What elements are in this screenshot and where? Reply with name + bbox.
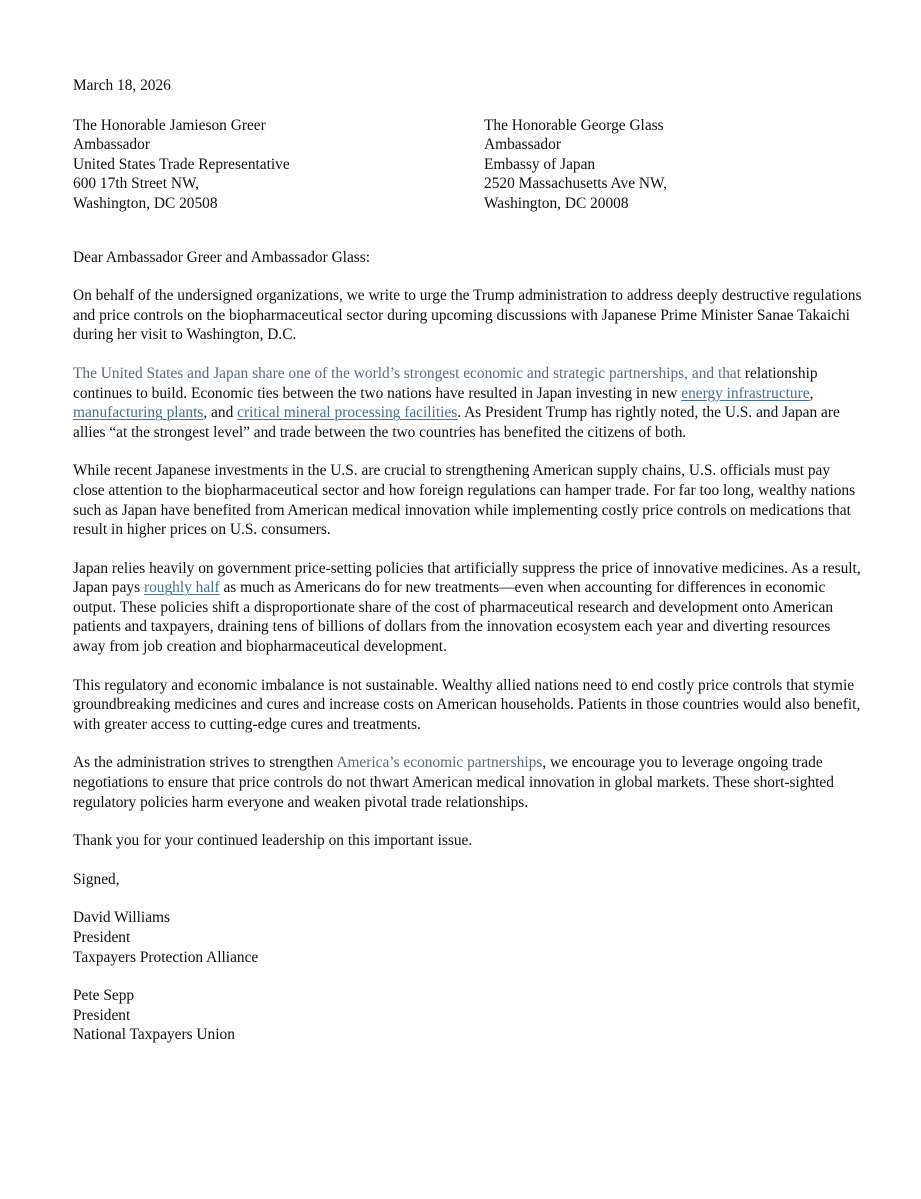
energy-infrastructure-link[interactable]: energy infrastructure	[681, 384, 810, 402]
paragraph-request-text: As the administration strives to strengthen	[73, 754, 337, 772]
critical-mineral-facilities-link[interactable]: critical mineral processing facilities	[237, 404, 458, 422]
paragraph-price-setting	[73, 559, 863, 657]
paragraph-request	[73, 753, 863, 812]
signatory-name: Pete Sepp	[73, 987, 135, 1005]
paragraph-partnership-lead: The United States and Japan share one of the world’s strongest economic and strategic partnerships, and that	[73, 364, 742, 382]
recipient-street: 600 17th Street NW,	[73, 175, 199, 193]
recipient-name: The Honorable George Glass	[484, 116, 664, 134]
letter-date: March 18, 2026	[73, 77, 171, 94]
paragraph-supply-chains: While recent Japanese investments in the U.S. are crucial to strengthening American supply chains, U.S. officials must pay close attention to the biopharmaceutical sector and how foreign regulations can hamper trade. For far too long, wealthy nations such as Japan have benefited from American medical innovation while implementing costly price controls on medications that result in higher prices on U.S. consumers.	[73, 462, 856, 539]
signatory-block	[73, 908, 863, 967]
paragraph-partnership-tail: . As President Trump has rightly noted, the U.S. and Japan are allies “at the strongest level” and trade between the two countries has benefited the citizens of both.	[73, 404, 840, 441]
letter-page	[73, 76, 863, 1064]
recipient-city: Washington, DC 20008	[484, 194, 629, 212]
paragraph-imbalance: This regulatory and economic imbalance is not sustainable. Wealthy allied nations need to end costly price controls that stymie groundbreaking medicines and cures and increase costs on American households. Patients in those countries would also benefit, with greater access to cutting-edge cures and treatments.	[73, 676, 861, 733]
paragraph-intro: On behalf of the undersigned organizations, we write to urge the Trump administration to address deeply destructive regulations and price controls on the biopharmaceutical sector during upcoming discussions with Japanese Prime Minister Sanae Takaichi during her visit to Washington, D.C.	[73, 287, 862, 344]
recipient-title: Ambassador	[73, 136, 150, 154]
paragraph-partnership	[73, 364, 863, 442]
signatory-name: David Williams	[73, 909, 170, 927]
recipient-address-ustr	[73, 116, 484, 214]
signatory-title: President	[73, 929, 131, 946]
recipient-street: 2520 Massachusetts Ave NW,	[484, 175, 667, 193]
signatory-organization: Taxpayers Protection Alliance	[73, 948, 259, 966]
signatory-organization: National Taxpayers Union	[73, 1026, 235, 1044]
closing-line: Thank you for your continued leadership on this important issue.	[73, 832, 473, 850]
recipient-address-embassy	[484, 116, 854, 214]
signatory-title: President	[73, 1006, 131, 1024]
separator-text: ,	[809, 384, 814, 402]
recipient-office: Embassy of Japan	[484, 155, 596, 173]
paragraph-price-setting-tail: as much as Americans do for new treatments—even when accounting for differences in economic output. These policies shift a disproportionate share of the cost of pharmaceutical research and development onto American patients and taxpayers, draining tens of billions of dollars from the innovation ecosystem each year and diverting resources away from job creation and biopharmaceutical development.	[73, 579, 834, 656]
recipient-city: Washington, DC 20508	[73, 194, 218, 212]
salutation: Dear Ambassador Greer and Ambassador Glass:	[73, 248, 371, 266]
paragraph-partnership-text: relationship continues to build. Economic ties between the two nations have resulted in Japan investing in new	[73, 364, 818, 402]
paragraph-price-setting-text: Japan relies heavily on government price-setting policies that artificially suppress the price of innovative medicines. As a result, Japan pays	[73, 559, 861, 597]
recipient-office: United States Trade Representative	[73, 155, 290, 173]
roughly-half-link[interactable]: roughly half	[143, 579, 220, 597]
paragraph-request-highlight: America’s economic partnerships	[336, 754, 543, 772]
recipient-title: Ambassador	[484, 136, 561, 154]
paragraph-request-tail: , we encourage you to leverage ongoing trade negotiations to ensure that price controls do not thwart American medical innovation in global markets. These short-sighted regulatory policies harm everyone and weaken pivotal trade relationships.	[73, 754, 834, 811]
recipient-name: The Honorable Jamieson Greer	[73, 116, 266, 134]
manufacturing-plants-link[interactable]: manufacturing plants	[73, 404, 204, 422]
signatory-block	[73, 986, 863, 1045]
signed-label: Signed,	[73, 870, 120, 888]
recipient-addresses	[73, 116, 863, 214]
separator-text: , and	[203, 404, 238, 422]
